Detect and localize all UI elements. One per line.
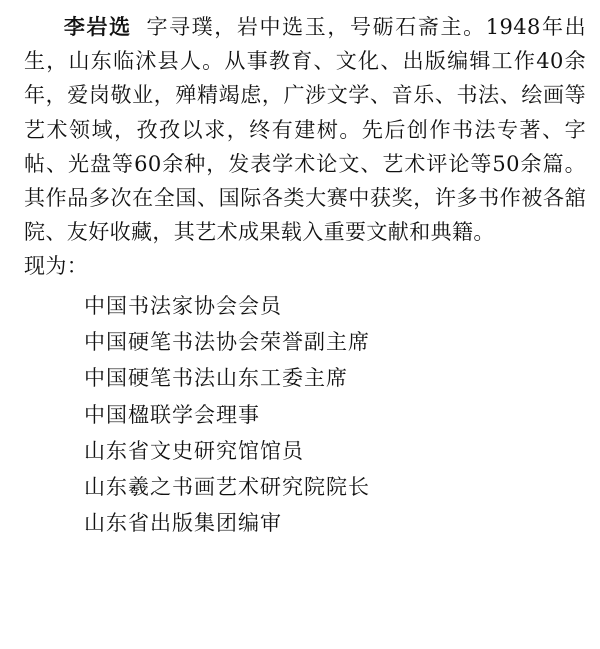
position-item: 山东羲之书画艺术研究院院长 <box>84 475 370 500</box>
position-item: 山东省文史研究馆馆员 <box>84 438 304 463</box>
position-item: 中国楹联学会理事 <box>84 402 260 427</box>
positions-list <box>24 288 586 542</box>
position-item: 中国硬笔书法协会荣誉副主席 <box>84 329 370 354</box>
bio-text: 字寻璞，岩中选玉，号砺石斋主。1948年出生，山东临沭县人。从事教育、文化、出版编辑工作40余年，爱岗敬业，殚精竭虑，广涉文学、音乐、书法、绘画等艺术领域，孜孜以求，终有建树。先后创作书法专著、字帖、光盘等60余种，发表学术论文、艺术评论等50余篇。其作品多次在全国、国际各类大赛中获奖，许多书作被各舘院、友好收藏，其艺术成果载入重要文献和典籍。 <box>24 15 586 245</box>
position-item: 中国书法家协会会员 <box>84 293 282 318</box>
position-item: 中国硬笔书法山东工委主席 <box>84 366 348 391</box>
positions-heading: 现为： <box>24 254 89 279</box>
position-item: 山东省出版集团编审 <box>84 511 282 536</box>
person-name: 李岩选 <box>63 14 132 39</box>
bio-paragraph <box>24 10 586 249</box>
